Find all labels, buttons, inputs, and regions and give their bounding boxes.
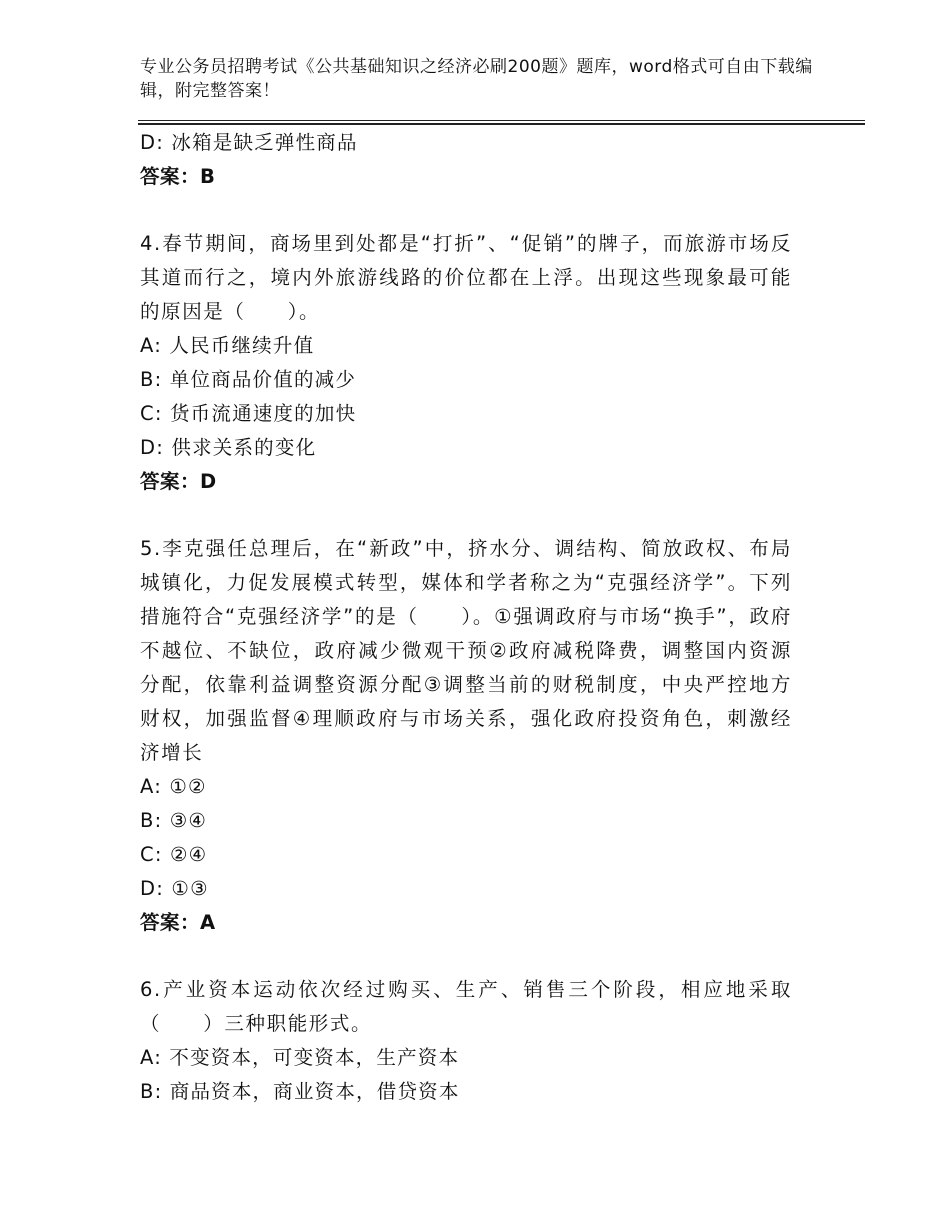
q3-option-d: D: 冰箱是缺乏弹性商品	[140, 131, 358, 154]
spacer	[140, 194, 860, 227]
q5-option-d: D: ①③	[140, 877, 209, 900]
q4-answer: 答案：D	[140, 470, 217, 493]
q4-stem: 4.春节期间，商场里到处都是“打折”、“促销”的牌子，而旅游市场反其道而行之，境内外旅游线路的价位都在上浮。出现这些现象最可能的原因是（ ）。	[140, 232, 792, 323]
q6-option-b: B: 商品资本，商业资本，借贷资本	[140, 1080, 460, 1103]
document-body	[140, 126, 860, 1109]
spacer	[140, 940, 860, 973]
header-text: 专业公务员招聘考试《公共基础知识之经济必刷200题》题库，word格式可自由下载编辑，附完整答案！	[140, 57, 813, 101]
header-divider-thin	[138, 120, 865, 121]
header-divider-thick	[138, 123, 865, 125]
question-4	[140, 227, 860, 499]
question-6	[140, 973, 860, 1109]
spacer	[140, 499, 860, 532]
question-5	[140, 532, 860, 940]
document-header	[140, 55, 830, 103]
q5-answer: 答案：A	[140, 911, 216, 934]
q4-option-a: A: 人民币继续升值	[140, 334, 315, 357]
q5-option-c: C: ②④	[140, 843, 208, 866]
q6-option-a: A: 不变资本，可变资本，生产资本	[140, 1046, 460, 1069]
q4-option-d: D: 供求关系的变化	[140, 436, 317, 459]
q4-option-c: C: 货币流通速度的加快	[140, 402, 357, 425]
q3-answer: 答案：B	[140, 165, 216, 188]
q6-stem: 6.产业资本运动依次经过购买、生产、销售三个阶段，相应地采取（ ）三种职能形式。	[140, 978, 792, 1035]
q4-option-b: B: 单位商品价值的减少	[140, 368, 357, 391]
q5-stem: 5.李克强任总理后，在“新政”中，挤水分、调结构、简放政权、布局城镇化，力促发展模式转型，媒体和学者称之为“克强经济学”。下列措施符合“克强经济学”的是（ ）。①强调政府与市场“换手”，政府不越位、不缺位，政府减少微观干预②政府减税降费，调整国内资源分配，依靠利益调整资源分配③调整当前的财税制度，中央严控地方财权，加强监督④理顺政府与市场关系，强化政府投资角色，刺激经济增长	[140, 537, 792, 764]
q5-option-a: A: ①②	[140, 775, 207, 798]
q5-option-b: B: ③④	[140, 809, 208, 832]
question-3-tail	[140, 126, 860, 194]
